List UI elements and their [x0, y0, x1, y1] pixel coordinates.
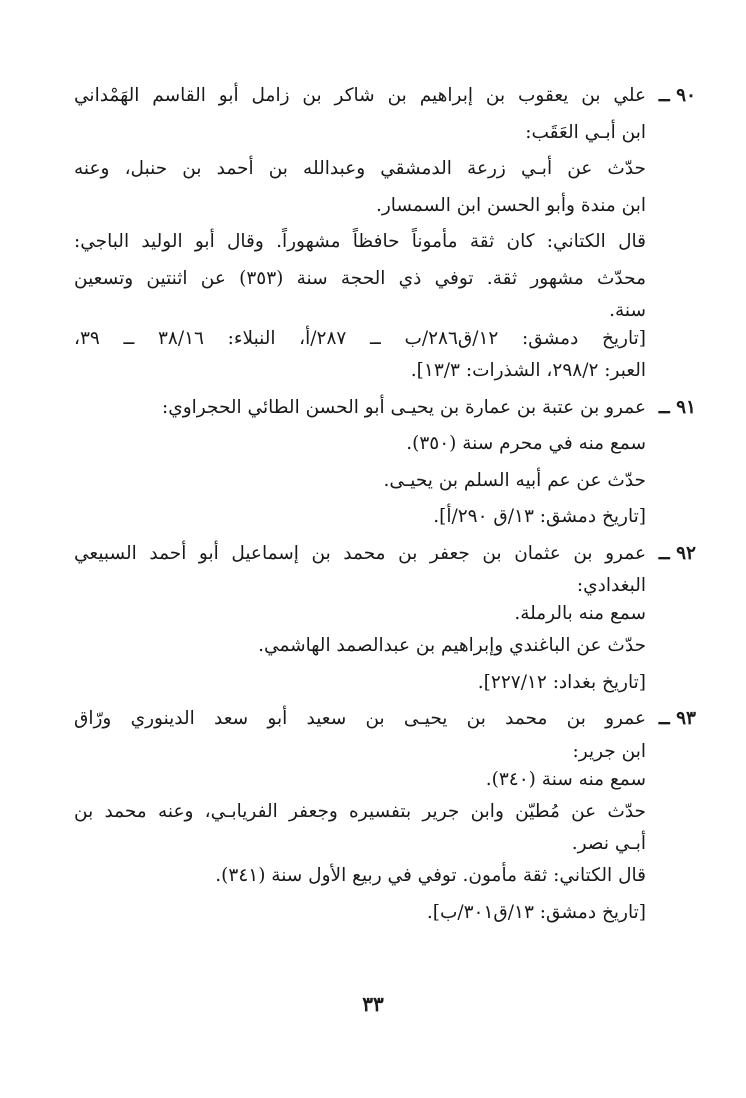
entry-line: حدّث عن الباغندي وإبراهيم بن عبدالصمد الهاشمي. [258, 635, 646, 656]
entry-line: ابن أبـي العَقَب: [525, 121, 646, 143]
entry-93 [74, 701, 696, 931]
entry-90 [74, 78, 696, 390]
entry-line: ابن جرير: [572, 740, 646, 762]
source-line: [تاريخ دمشق: ١٣/ق٣٠١/ب]. [426, 901, 646, 923]
entry-name: عمرو بن محمد بن يحيـى بن سعيد أبو سعد الدينوري ورّاق [74, 708, 646, 729]
entry-92 [74, 536, 696, 702]
entry-line: سنة. [609, 300, 646, 321]
source-line: [تاريخ بغداد: ٢٢٧/١٢]. [477, 671, 646, 693]
entry-number: ٩٢ ــ [658, 542, 696, 564]
entry-line: سمع منه بالرملة. [514, 603, 646, 624]
entry-line: البغدادي: [576, 575, 646, 596]
entry-heading [74, 390, 696, 427]
entry-line: قال الكتاني: كان ثقة مأموناً حافظاً مشهوراً. وقال أبو الوليد الباجي: [74, 231, 646, 252]
entry-line: حدّث عن مُطيّن وابن جرير بتفسيره وجعفر الفريابـي، وعنه محمد بن [74, 800, 646, 822]
entry-line: محدّث مشهور ثقة. توفي ذي الحجة سنة (٣٥٣) عن اثنتين وتسعين [74, 267, 646, 289]
entry-line: أبـي نصر. [571, 833, 646, 854]
page-number: ٣٣ [362, 992, 384, 1016]
entry-name: عمرو بن عتبة بن عمارة بن يحيـى أبو الحسن الطائي الحجراوي: [162, 396, 646, 418]
entry-91 [74, 390, 696, 536]
entry-name: علي بن يعقوب بن إبراهيم بن شاكر بن زامل أبو القاسم الهَمْداني [74, 85, 646, 106]
source-line: [تاريخ دمشق: ١٢/ق٢٨٦/ب ــ ٢٨٧/أ، النبلاء: ٣٨/١٦ ــ ٣٩، [74, 328, 646, 349]
entry-number: ٩٣ ــ [658, 708, 696, 729]
source-line: العبر: ٢٩٨/٢، الشذرات: ١٣/٣]. [410, 360, 646, 381]
entry-number: ٩١ ــ [658, 396, 696, 418]
entry-heading [74, 701, 696, 738]
entry-heading [74, 536, 696, 573]
entry-number: ٩٠ ــ [658, 85, 696, 106]
entry-line: حدّث عن عم أبيه السلم بن يحيـى. [383, 469, 646, 491]
book-page [74, 78, 696, 931]
entry-name: عمرو بن عثمان بن جعفر بن محمد بن إسماعيل أبو أحمد السبيعي [74, 542, 646, 564]
entry-line: ابن مندة وأبو الحسن ابن السمسار. [375, 194, 646, 216]
entry-line: سمع منه في محرم سنة (٣٥٠). [406, 433, 646, 454]
entry-line: سمع منه سنة (٣٤٠). [485, 768, 646, 790]
entry-line: حدّث عن أبـي زرعة الدمشقي وعبدالله بن أحمد بن حنبل، وعنه [74, 158, 646, 179]
entry-line: قال الكتاني: ثقة مأمون. توفي في ربيع الأول سنة (٣٤١). [215, 865, 646, 886]
entry-heading [74, 78, 696, 115]
source-line: [تاريخ دمشق: ١٣/ق ٢٩٠/أ]. [433, 506, 646, 527]
